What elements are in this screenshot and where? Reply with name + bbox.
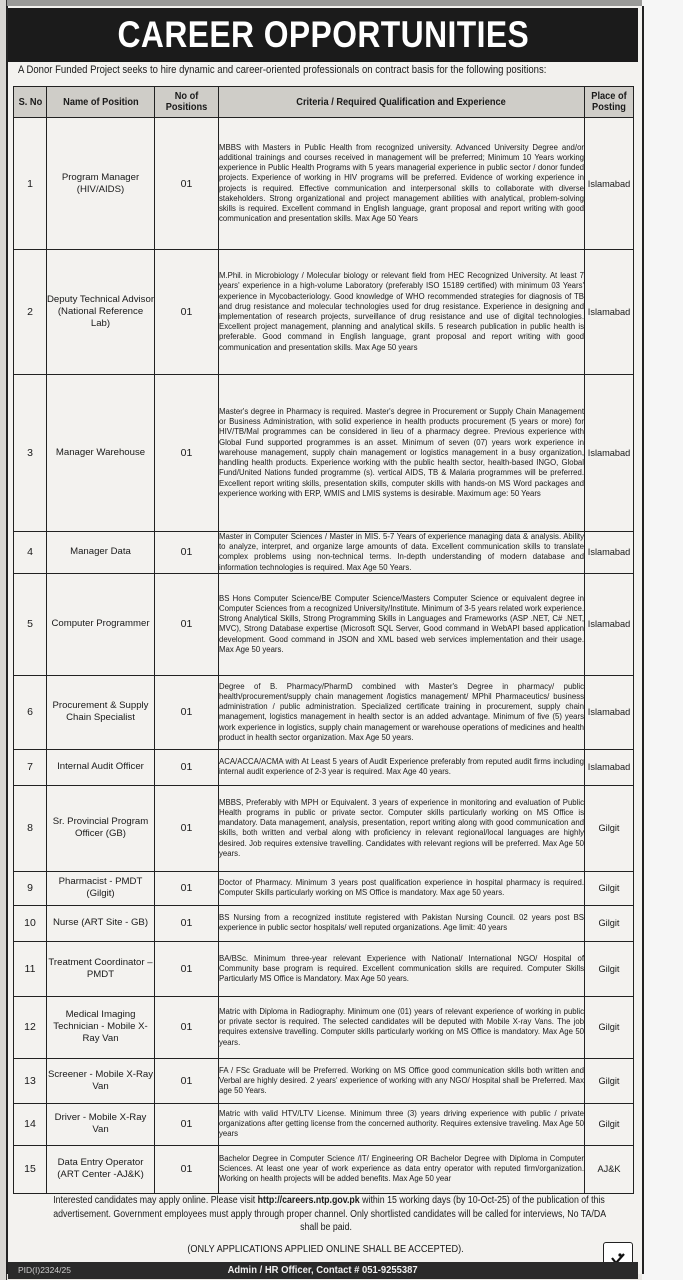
application-instructions (16, 1194, 636, 1235)
positions-count: 01 (155, 1145, 219, 1193)
position-name: Internal Audit Officer (47, 749, 155, 785)
row-serial-number: 8 (14, 785, 47, 871)
instructions-text: Interested candidates may apply online. Please visit (53, 1195, 258, 1206)
table-row (14, 941, 634, 996)
row-serial-number: 4 (14, 532, 47, 574)
positions-count: 01 (155, 532, 219, 574)
position-name: Medical Imaging Technician - Mobile X-Ray Van (47, 996, 155, 1058)
posting-place: Gilgit (585, 905, 634, 941)
posting-place: Islamabad (585, 375, 634, 532)
position-name: Manager Warehouse (47, 375, 155, 532)
posting-place: Gilgit (585, 785, 634, 871)
table-row (14, 749, 634, 785)
row-serial-number: 12 (14, 996, 47, 1058)
position-name: Screener - Mobile X-Ray Van (47, 1058, 155, 1103)
position-name: Manager Data (47, 532, 155, 574)
criteria-text: Matric with valid HTV/LTV License. Minimum three (3) years driving experience with public / private organizations after getting license from the concerned authority. Requires extensive traveling. Max Age 50 years (219, 1103, 585, 1145)
row-serial-number: 9 (14, 871, 47, 905)
table-row (14, 1103, 634, 1145)
instructions-line-1 (53, 1194, 605, 1208)
posting-place: Islamabad (585, 532, 634, 574)
posting-place: Islamabad (585, 573, 634, 675)
criteria-text: Doctor of Pharmacy. Minimum 3 years post qualification experience in hospital pharmacy is required. Computer Skills particularly working on MS Office is mandatory. Max age 50 years. (219, 871, 585, 905)
posting-place: Gilgit (585, 871, 634, 905)
row-serial-number: 15 (14, 1145, 47, 1193)
table-row (14, 675, 634, 749)
table-row (14, 996, 634, 1058)
position-name: Computer Programmer (47, 573, 155, 675)
criteria-text: Degree of B. Pharmacy/PharmD combined with Master's Degree in pharmacy/ public health/procurement/supply chain management /logistics management/ MPhil Pharmaceutics/ business administration / public administration. Specialized certificate training in procurement, supply chain management, logistics management in health sector is an added advantage. Minimum of five (5) years work experience in logistics, supply chain management or warehouse operations of medicines and health product in health sector organization. Max Age 50 years. (219, 675, 585, 749)
table-header-row (14, 87, 634, 118)
table-row (14, 250, 634, 375)
posting-place: Islamabad (585, 250, 634, 375)
table-row (14, 785, 634, 871)
positions-count: 01 (155, 785, 219, 871)
position-name: Driver - Mobile X-Ray Van (47, 1103, 155, 1145)
posting-place: Islamabad (585, 675, 634, 749)
row-serial-number: 3 (14, 375, 47, 532)
criteria-text: Bachelor Degree in Computer Science /IT/ Engineering OR Bachelor Degree with Diploma in Computer Sciences. At least one year of work experience as data entry operator with reputed firm/organization. Working on health projects will be added benefits. Max Age 50 year (219, 1145, 585, 1193)
position-name: Sr. Provincial Program Officer (GB) (47, 785, 155, 871)
row-serial-number: 2 (14, 250, 47, 375)
criteria-text: MBBS with Masters in Public Health from recognized university. Advanced University Degree and/or additional trainings and courses received in management will be preferred; Minimum 10 Years working experience in Public Health Programs with 5 years managerial experience in public sector / donor funded projects. Experience of working in HIV programs will be preferred. Evidence of working experience in projects is required. Effective communication and interpersonal skills to collaborate with diverse stakeholders. Strong organizational and project management abilities with analytical, problem-solving skills is required. Excellent command in English language, grant proposal and report writing with good communication and presentation skills. Max Age 50 Years (219, 118, 585, 250)
posting-place: Gilgit (585, 1103, 634, 1145)
posting-place: AJ&K (585, 1145, 634, 1193)
positions-table (13, 86, 634, 1194)
criteria-text: ACA/ACCA/ACMA with At Least 5 years of Audit Experience preferably from reputed audit firms including internal audit experience of 2-3 year is required. Max Age 40 years. (219, 749, 585, 785)
positions-count: 01 (155, 941, 219, 996)
position-name: Deputy Technical Advisor (National Reference Lab) (47, 250, 155, 375)
table-row (14, 1145, 634, 1193)
position-name: Treatment Coordinator – PMDT (47, 941, 155, 996)
table-row (14, 375, 634, 532)
position-name: Program Manager (HIV/AIDS) (47, 118, 155, 250)
posting-place: Gilgit (585, 996, 634, 1058)
title-banner (8, 8, 638, 62)
table-row (14, 871, 634, 905)
positions-count: 01 (155, 250, 219, 375)
position-name: Pharmacist - PMDT (Gilgit) (47, 871, 155, 905)
column-header-sno: S. No (14, 87, 47, 118)
positions-count: 01 (155, 871, 219, 905)
row-serial-number: 5 (14, 573, 47, 675)
column-header-criteria: Criteria / Required Qualification and Experience (219, 87, 585, 118)
criteria-text: BS Nursing from a recognized institute registered with Pakistan Nursing Council. 02 years post BS experience in public sector hospitals/ well reputed organizations. Age limit: 40 years (219, 905, 585, 941)
positions-count: 01 (155, 118, 219, 250)
bottom-bar (8, 1262, 638, 1279)
column-header-name: Name of Position (47, 87, 155, 118)
posting-place: Islamabad (585, 118, 634, 250)
criteria-text: BS Hons Computer Science/BE Computer Science/Masters Computer Science or equivalent degree in Computer Sciences from a recognized University/Institute. Minimum of 3-5 years related work experience. Strong Analytical Skills, Strong Programming Skills in Languages and Frameworks (ASP .NET, C# .NET, MVC), Strong Database expertise (Microsoft SQL Server, Good command in WebAPI based application development. Good command in JSON and XML based web services implementation and their usage. Max Age 50 years. (219, 573, 585, 675)
row-serial-number: 1 (14, 118, 47, 250)
online-only-note-text: (ONLY APPLICATIONS APPLIED ONLINE SHALL BE ACCEPTED). (187, 1244, 465, 1255)
posting-place: Gilgit (585, 1058, 634, 1103)
contact-text: Admin / HR Officer, Contact # 051-9255387 (227, 1264, 419, 1276)
positions-count: 01 (155, 375, 219, 532)
careers-link[interactable]: http://careers.ntp.gov.pk (257, 1195, 360, 1206)
positions-count: 01 (155, 573, 219, 675)
intro-text: A Donor Funded Project seeks to hire dynamic and career-oriented professionals on contract basis for the following positions: (18, 64, 547, 76)
position-name: Procurement & Supply Chain Specialist (47, 675, 155, 749)
posting-place: Islamabad (585, 749, 634, 785)
criteria-text: M.Phil. in Microbiology / Molecular biology or relevant field from HEC Recognized University. At least 7 years' experience in a high-volume Laboratory (preferably ISO 15189 certified) with minimum 03 Years' experience in Mycobacteriology. Good knowledge of WHO recommended strategies for diagnosis of TB and drug resistance and molecular technologies used for drug resistance. Experience in designing and implementation of research projects, surveillance of drug resistance and use of digital technologies. Excellent project management, planning and analytical skills. 5 research publication in public health is preferable. Good command in English language, grant proposal and report writing with good communication and presentation skills. Max Age 50 years (219, 250, 585, 375)
page-title: CAREER OPPORTUNITIES (117, 14, 529, 55)
table-row (14, 573, 634, 675)
contact-info (8, 1264, 638, 1276)
table-row (14, 118, 634, 250)
online-only-note (16, 1244, 636, 1255)
positions-count: 01 (155, 749, 219, 785)
row-serial-number: 10 (14, 905, 47, 941)
table-row (14, 1058, 634, 1103)
row-serial-number: 13 (14, 1058, 47, 1103)
row-serial-number: 6 (14, 675, 47, 749)
position-name: Data Entry Operator (ART Center -AJ&K) (47, 1145, 155, 1193)
criteria-text: Matric with Diploma in Radiography. Minimum one (01) years of relevant experience of working in public or private sector is required. The selected candidates will be deputed with Mobile X-ray Vans. The job requires extensive travelling. Computer skills particularly working on MS Office is mandatory. Max Age 50 years. (219, 996, 585, 1058)
positions-count: 01 (155, 1103, 219, 1145)
page-right-margin (642, 0, 683, 1280)
row-serial-number: 11 (14, 941, 47, 996)
instructions-line-3: shall be paid. (300, 1222, 352, 1233)
position-name: Nurse (ART Site - GB) (47, 905, 155, 941)
instructions-text: within 15 working days (by 10-Oct-25) of the publication of this (359, 1195, 605, 1206)
column-header-positions: No of Positions (155, 87, 219, 118)
criteria-text: MBBS, Preferably with MPH or Equivalent. 3 years of experience in monitoring and evaluation of Public Health programs in public or private sector. Computer skills particularly working on MS Office is mandatory. Data management, analysis, presentation, report writing along with good communication and skills, both written and verbal along with proficiency in relevant regional/local languages are highly desired. Job requires extensive travelling. Candidates with relevant regions will be preferred. Max Age 50 years. (219, 785, 585, 871)
positions-count: 01 (155, 905, 219, 941)
criteria-text: Master's degree in Pharmacy is required. Master's degree in Procurement or Supply Chain Management or Business Administration, with solid experience in health products procurement (5 years or more) for HIV/TB/Mal programmes can be considered in lieu of a pharmacy degree. Previous experience with Global Fund supported programmes is an asset. Minimum of seven (07) years work experience in warehouse management, supply chain management or logistics management in a busy organization, handling health products. Experience working with the public health sector, health-based INGO, Global Fund/United Nations funded programme (s). vertical AIDS, TB & Malaria programmes will be preferred. Excellent report writing skills, presentation skills, computer skills with hands-on MS Word packages and experience working with ERP, WMIS and LMIS systems is desirable. Maximum age: 50 Years (219, 375, 585, 532)
table-row (14, 532, 634, 574)
positions-count: 01 (155, 1058, 219, 1103)
criteria-text: BA/BSc. Minimum three-year relevant Experience with National/ International NGO/ Hospital of Community base program is required. Excellent communication skills are required. Computer Skills Particularly MS Office is Mandatory. Max Age 50 years. (219, 941, 585, 996)
positions-count: 01 (155, 675, 219, 749)
table-row (14, 905, 634, 941)
criteria-text: Master in Computer Sciences / Master in MIS. 5-7 Years of experience managing data & analysis. Ability to analyze, interpret, and organize large amounts of data. Excellent communication skills to translate complex problems using non-technical terms. In-depth understanding of modern database and information technologies is required. Max Age 50 Years. (219, 532, 584, 572)
criteria-text: FA / FSc Graduate will be Preferred. Working on MS Office good communication skills both written and Verbal are highly desired. 2 years' experience of working with any NGO/ Hospital shall be Preferred. Max age 50 Years. (219, 1058, 585, 1103)
publication-id: PID(I)2324/25 (18, 1265, 71, 1275)
instructions-line-2: advertisement. Government employees must apply through proper channel. Only shortlisted candidates will be called for interviews, No TA/DA (53, 1208, 607, 1220)
column-header-place: Place of Posting (585, 87, 634, 118)
row-serial-number: 7 (14, 749, 47, 785)
positions-count: 01 (155, 996, 219, 1058)
posting-place: Gilgit (585, 941, 634, 996)
row-serial-number: 14 (14, 1103, 47, 1145)
